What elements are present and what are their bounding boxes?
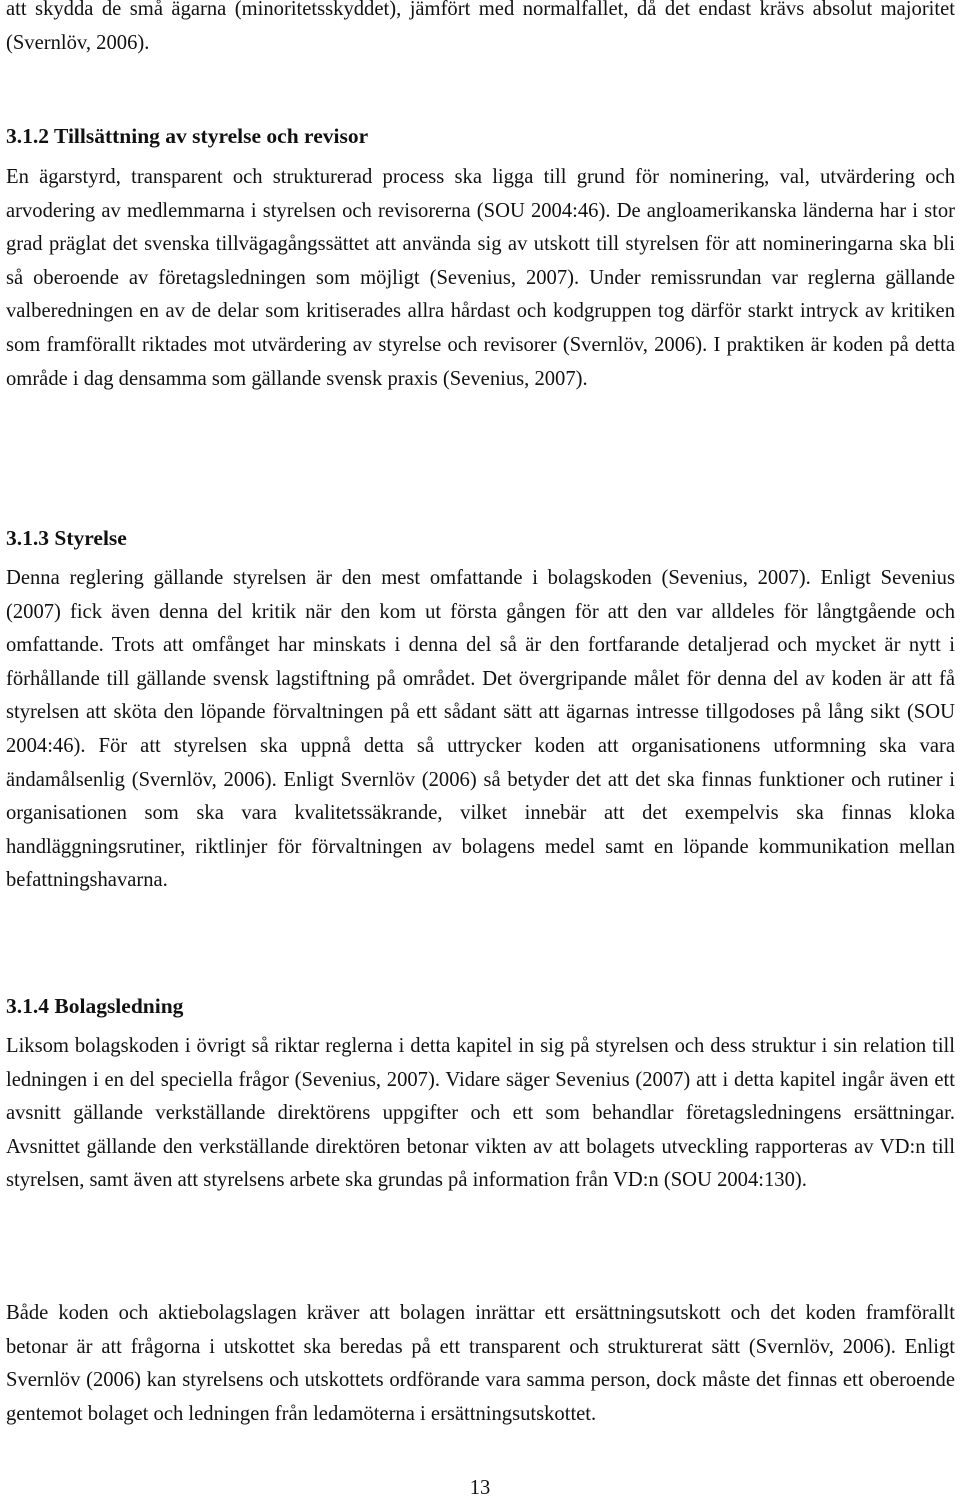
section-paragraph-3-1-4-second: Både koden och aktiebolagslagen kräver att bolagen inrättar ett ersättningsutskott och det koden framförallt betonar är att frågorna i utskottet ska beredas på ett transparent och strukturerat sätt (Svernlöv, 2006). Enligt Svernlöv (2006) kan styrelsens och utskottets ordförande vara samma person, dock måste det finnas ett oberoende gentemot bolaget och ledningen från ledamöterna i ersättningsutskottet. xyxy=(6,1302,955,1425)
paragraph-intro: att skydda de små ägarna (minoritetsskyddet), jämfört med normalfallet, då det endast krävs absolut majoritet (Svernlöv, 2006). xyxy=(6,0,955,54)
section-heading-3-1-3: 3.1.3 Styrelse xyxy=(6,526,127,550)
section-heading-3-1-4: 3.1.4 Bolagsledning xyxy=(6,994,184,1018)
section-paragraph-3-1-4-first: Liksom bolagskoden i övrigt så riktar reglerna i detta kapitel in sig på styrelsen och dess struktur i sin relation till ledningen i en del speciella frågor (Sevenius, 2007). Vidare säger Sevenius (2007) att i detta kapitel ingår även ett avsnitt gällande verkställande direktörens uppgifter och ett som behandlar företagsledningens ersättningar. Avsnittet gällande den verkställande direktören betonar vikten av att bolagets utveckling rapporteras av VD:n till styrelsen, samt även att styrelsens arbete ska grundas på information från VD:n (SOU 2004:130). xyxy=(6,1035,955,1192)
page-number: 13 xyxy=(469,1477,491,1499)
section-paragraph-3-1-3: Denna reglering gällande styrelsen är den mest omfattande i bolagskoden (Sevenius, 2007). Enligt Sevenius (2007) fick även denna del kritik när den kom ut första gången för att den var alldeles för långtgående och omfattande. Trots att omfånget har minskats i denna del så är den fortfarande detaljerad och mycket är nytt i förhållande till gällande svensk lagstiftning på området. Det övergripande målet för denna del av koden är att få styrelsen att sköta den löpande förvaltningen på ett sådant sätt att ägarnas intresse tillgodoses på lång sikt (SOU 2004:46). För att styrelsen ska uppnå detta så uttrycker koden att organisationens utformning ska vara ändamålsenlig (Svernlöv, 2006). Enligt Svernlöv (2006) så betyder det att det ska finnas funktioner och rutiner i organisationen som ska vara kvalitetssäkrande, vilket innebär att det exempelvis ska finnas kloka handläggningsrutiner, riktlinjer för förvaltningen av bolagens medel samt en löpande kommunikation mellan befattningshavarna. xyxy=(6,567,955,892)
section-paragraph-3-1-2: En ägarstyrd, transparent och strukturerad process ska ligga till grund för nominering, val, utvärdering och arvodering av medlemmarna i styrelsen och revisorerna (SOU 2004:46). De angloamerikanska länderna har i stor grad präglat det svenska tillvägagångssättet att använda sig av utskott till styrelsen för att nomineringarna ska bli så oberoende av företagsledningen som möjligt (Sevenius, 2007). Under remissrundan var reglerna gällande valberedningen en av de delar som kritiserades allra hårdast och kodgruppen tog därför starkt intryck av kritiken som framförallt riktades mot utvärdering av styrelse och revisorer (Svernlöv, 2006). I praktiken är koden på detta område i dag densamma som gällande svensk praxis (Sevenius, 2007). xyxy=(6,166,955,390)
section-heading-3-1-2: 3.1.2 Tillsättning av styrelse och revisor xyxy=(6,124,369,148)
